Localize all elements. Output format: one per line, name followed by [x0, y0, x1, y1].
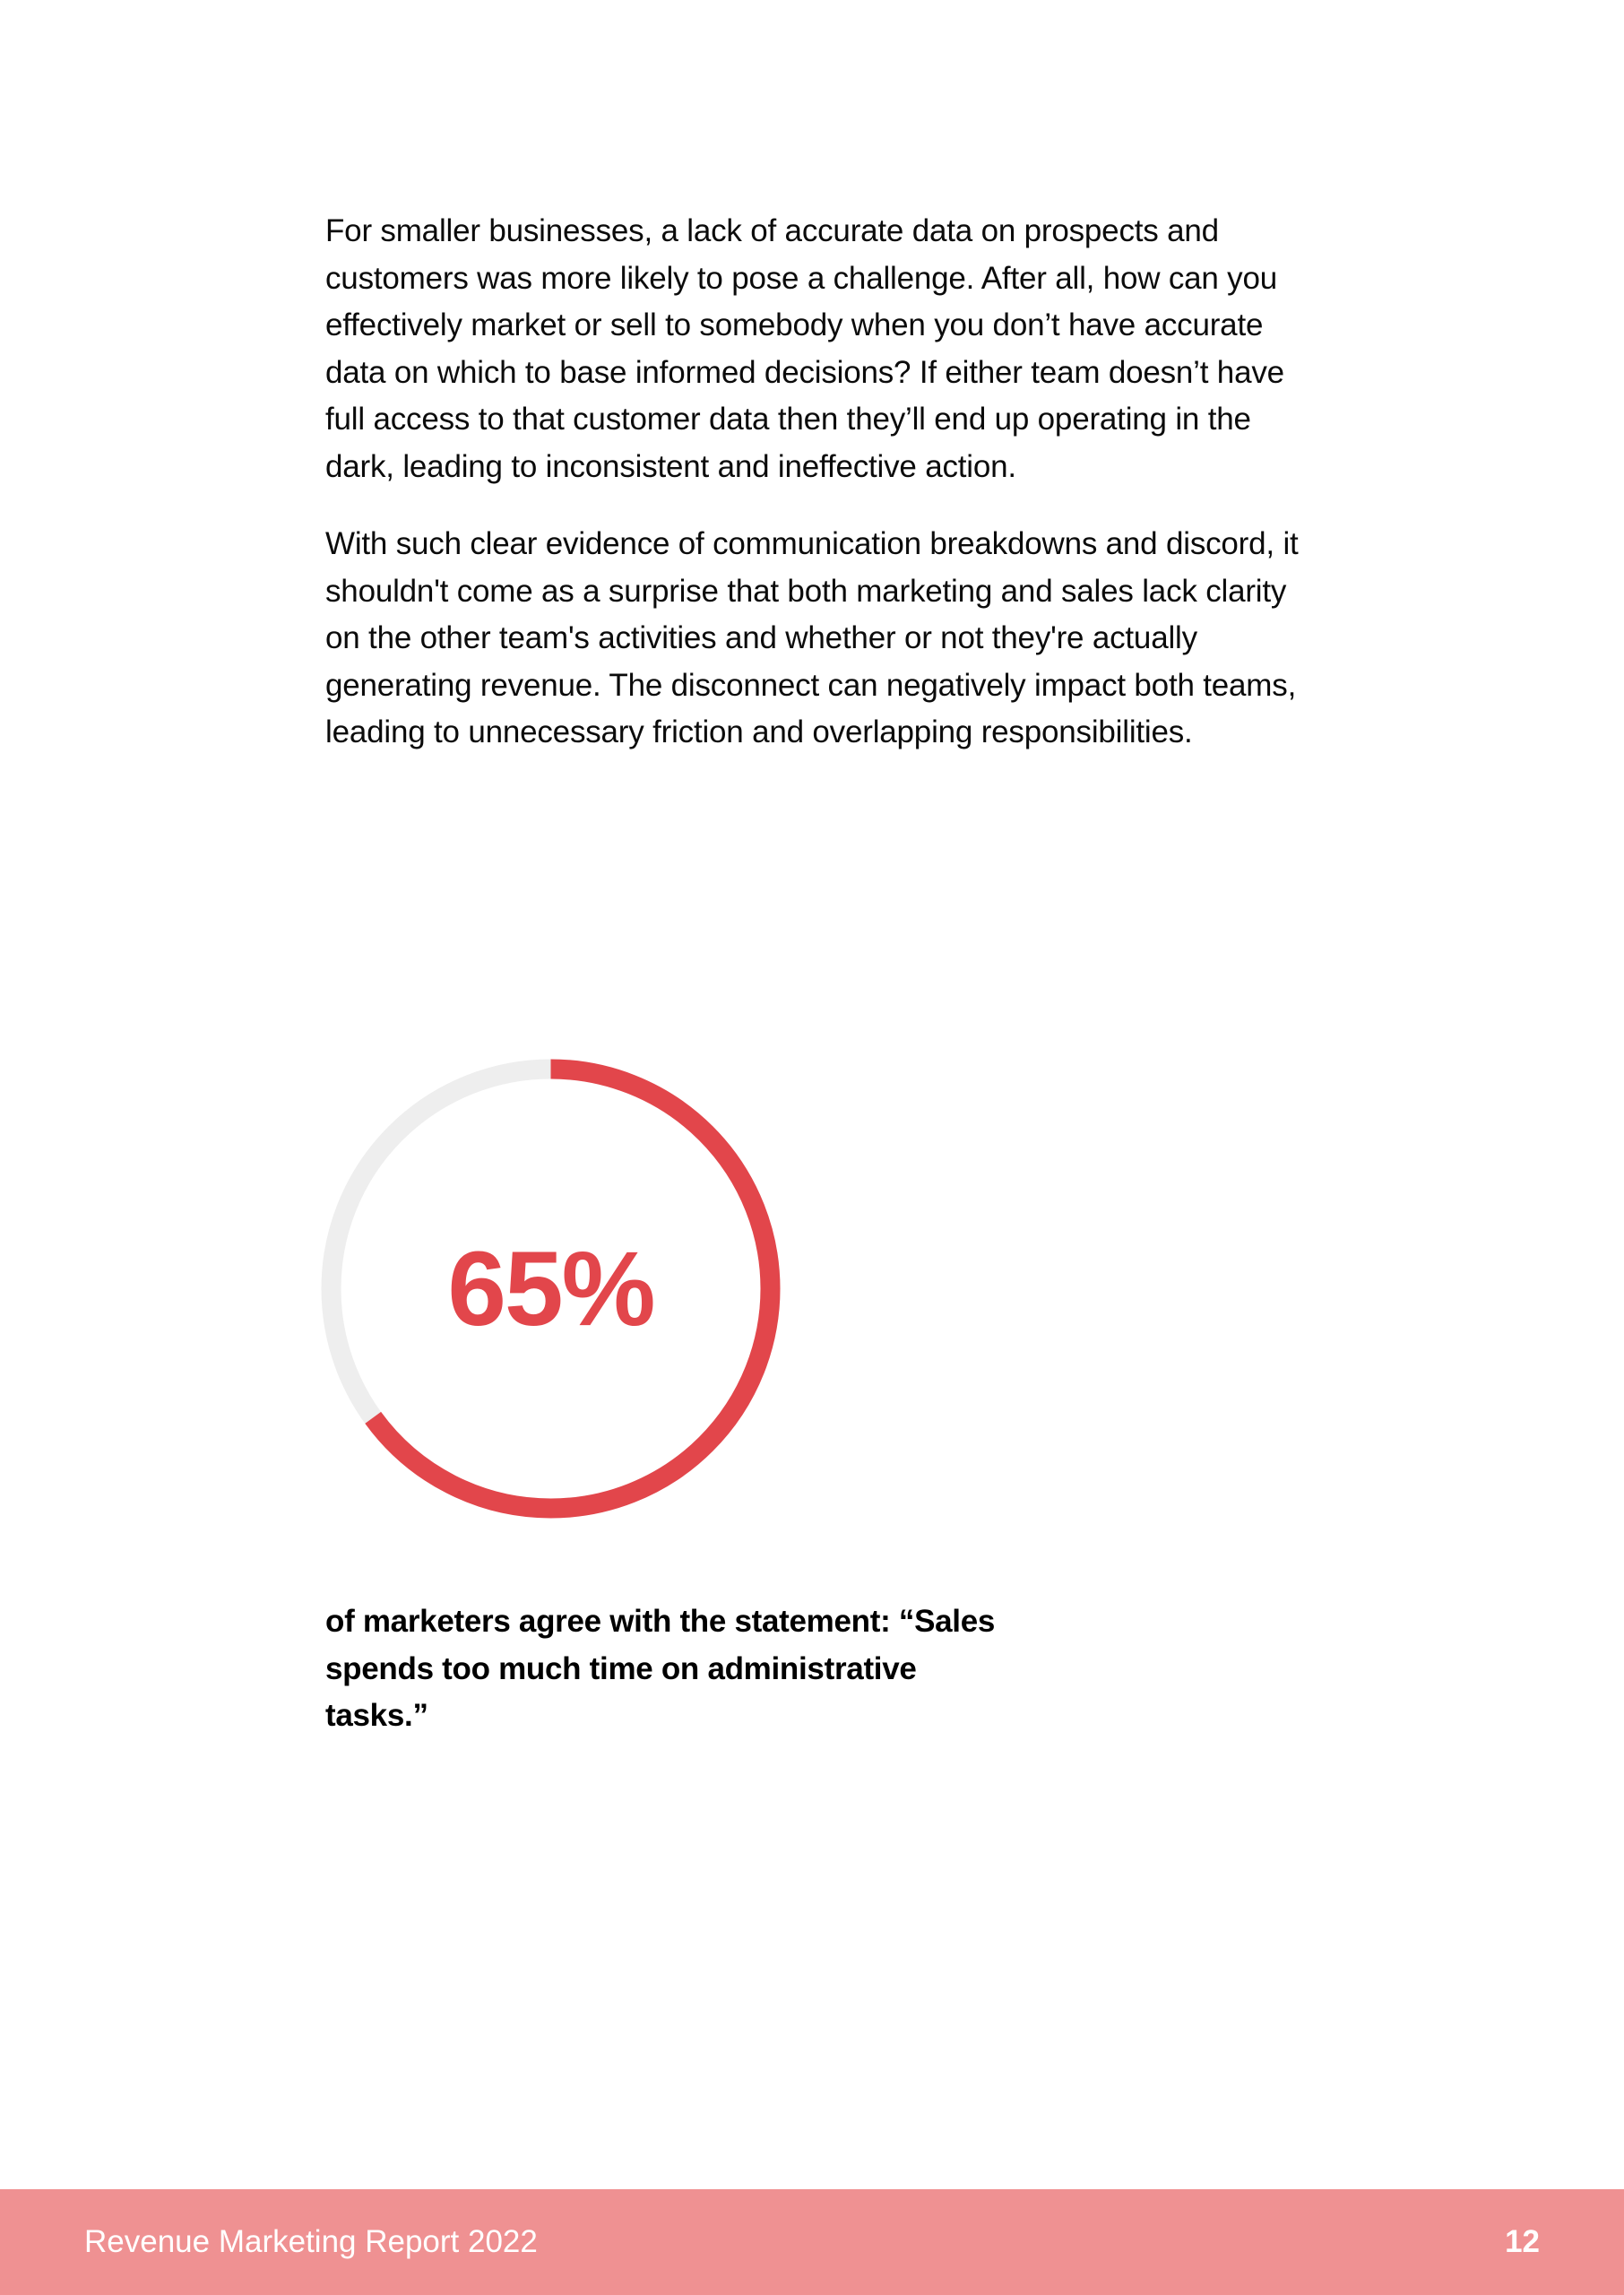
page-number: 12 [1505, 2224, 1540, 2259]
paragraph-data-challenge: For smaller businesses, a lack of accurate data on prospects and customers was more likely to pose a challenge. After all, how can you effectively market or sell to somebody when you don’t have accurate data on which to base informed decisions? If either team doesn’t have full access to that customer data then they’ll end up operating in the dark, leading to inconsistent and ineffective action. [325, 213, 1284, 484]
page-footer [0, 2189, 1624, 2295]
stat-percentage: 65% [447, 1229, 654, 1348]
paragraph-communication-breakdown: With such clear evidence of communication breakdowns and discord, it shouldn't come as a surprise that both marketing and sales lack clarity on the other team's activities and whether or not they're actually generating revenue. The disconnect can negatively impact both teams, leading to unnecessary friction and overlapping responsibilities. [325, 526, 1299, 749]
body-text [325, 208, 1311, 787]
stat-donut-chart [320, 1058, 782, 1520]
footer-report-title: Revenue Marketing Report 2022 [84, 2224, 538, 2259]
stat-caption: of marketers agree with the statement: “Sales spends too much time on administrative tasks.” [325, 1604, 996, 1733]
